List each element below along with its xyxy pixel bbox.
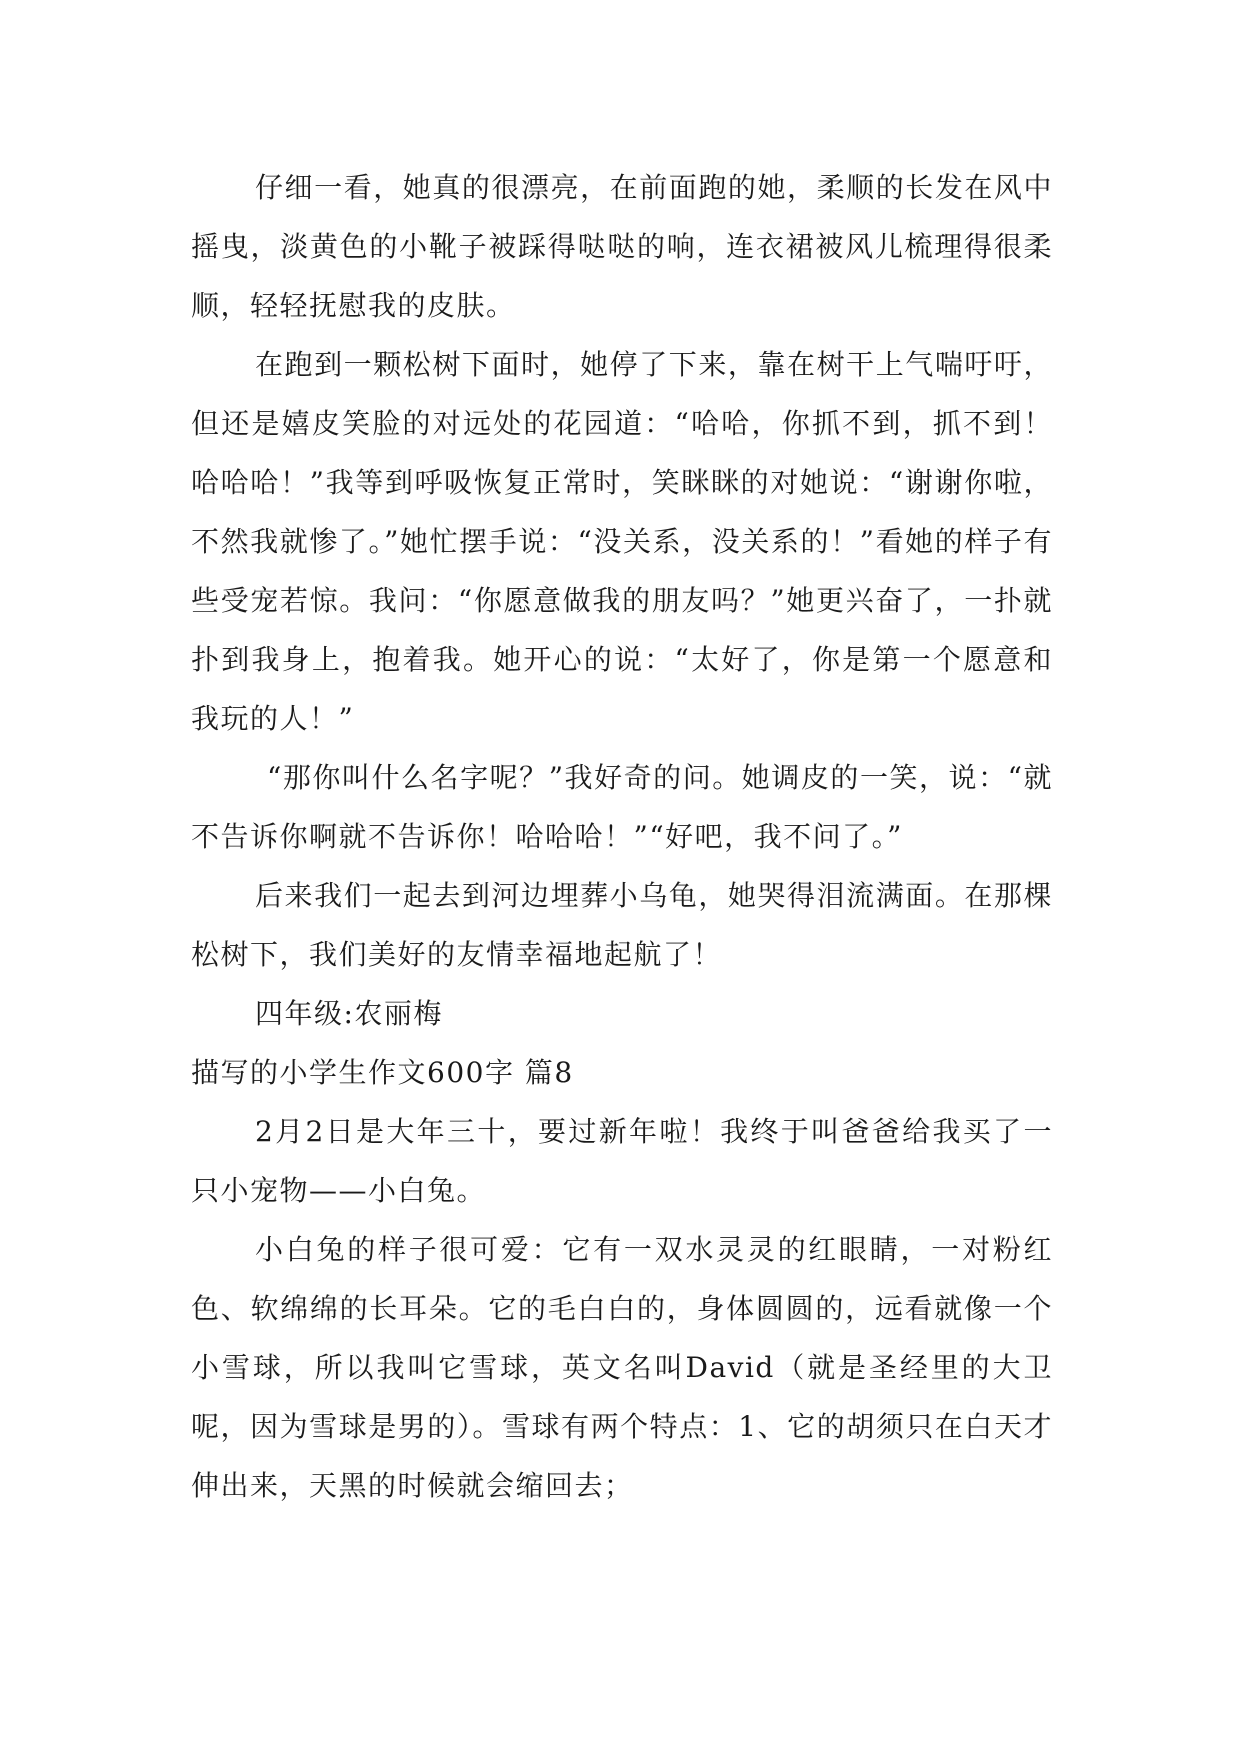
paragraph-5: 2月2日是大年三十，要过新年啦！我终于叫爸爸给我买了一只小宠物——小白兔。 <box>191 1115 1053 1207</box>
author-line: 四年级:农丽梅 <box>255 997 443 1030</box>
paragraph-6: 小白兔的样子很可爱：它有一双水灵灵的红眼睛，一对粉红色、软绵绵的长耳朵。它的毛白白的，身体圆圆的，远看就像一个小雪球，所以我叫它雪球，英文名叫David（就是圣经里的大卫呢，因为雪球是男的）。雪球有两个特点：1、它的胡须只在白天才伸出来，天黑的时候就会缩回去； <box>191 1233 1053 1502</box>
paragraph-1: 仔细一看，她真的很漂亮，在前面跑的她，柔顺的长发在风中摇曳，淡黄色的小靴子被踩得哒哒的响，连衣裙被风儿梳理得很柔顺，轻轻抚慰我的皮肤。 <box>191 171 1053 322</box>
section-title: 描写的小学生作文600字 篇8 <box>191 1056 574 1089</box>
paragraph-3: “那你叫什么名字呢？”我好奇的问。她调皮的一笑，说：“就不告诉你啊就不告诉你！哈哈哈！”“好吧，我不问了。” <box>191 761 1053 853</box>
document-body <box>191 158 1053 1515</box>
paragraph-4: 后来我们一起去到河边埋葬小乌龟，她哭得泪流满面。在那棵松树下，我们美好的友情幸福地起航了！ <box>191 879 1053 971</box>
paragraph-2: 在跑到一颗松树下面时，她停了下来，靠在树干上气喘吁吁，但还是嬉皮笑脸的对远处的花园道：“哈哈，你抓不到，抓不到！哈哈哈！”我等到呼吸恢复正常时，笑眯眯的对她说：“谢谢你啦，不然我就惨了。”她忙摆手说：“没关系，没关系的！”看她的样子有些受宠若惊。我问：“你愿意做我的朋友吗？”她更兴奋了，一扑就扑到我身上，抱着我。她开心的说：“太好了，你是第一个愿意和我玩的人！” <box>191 348 1053 735</box>
